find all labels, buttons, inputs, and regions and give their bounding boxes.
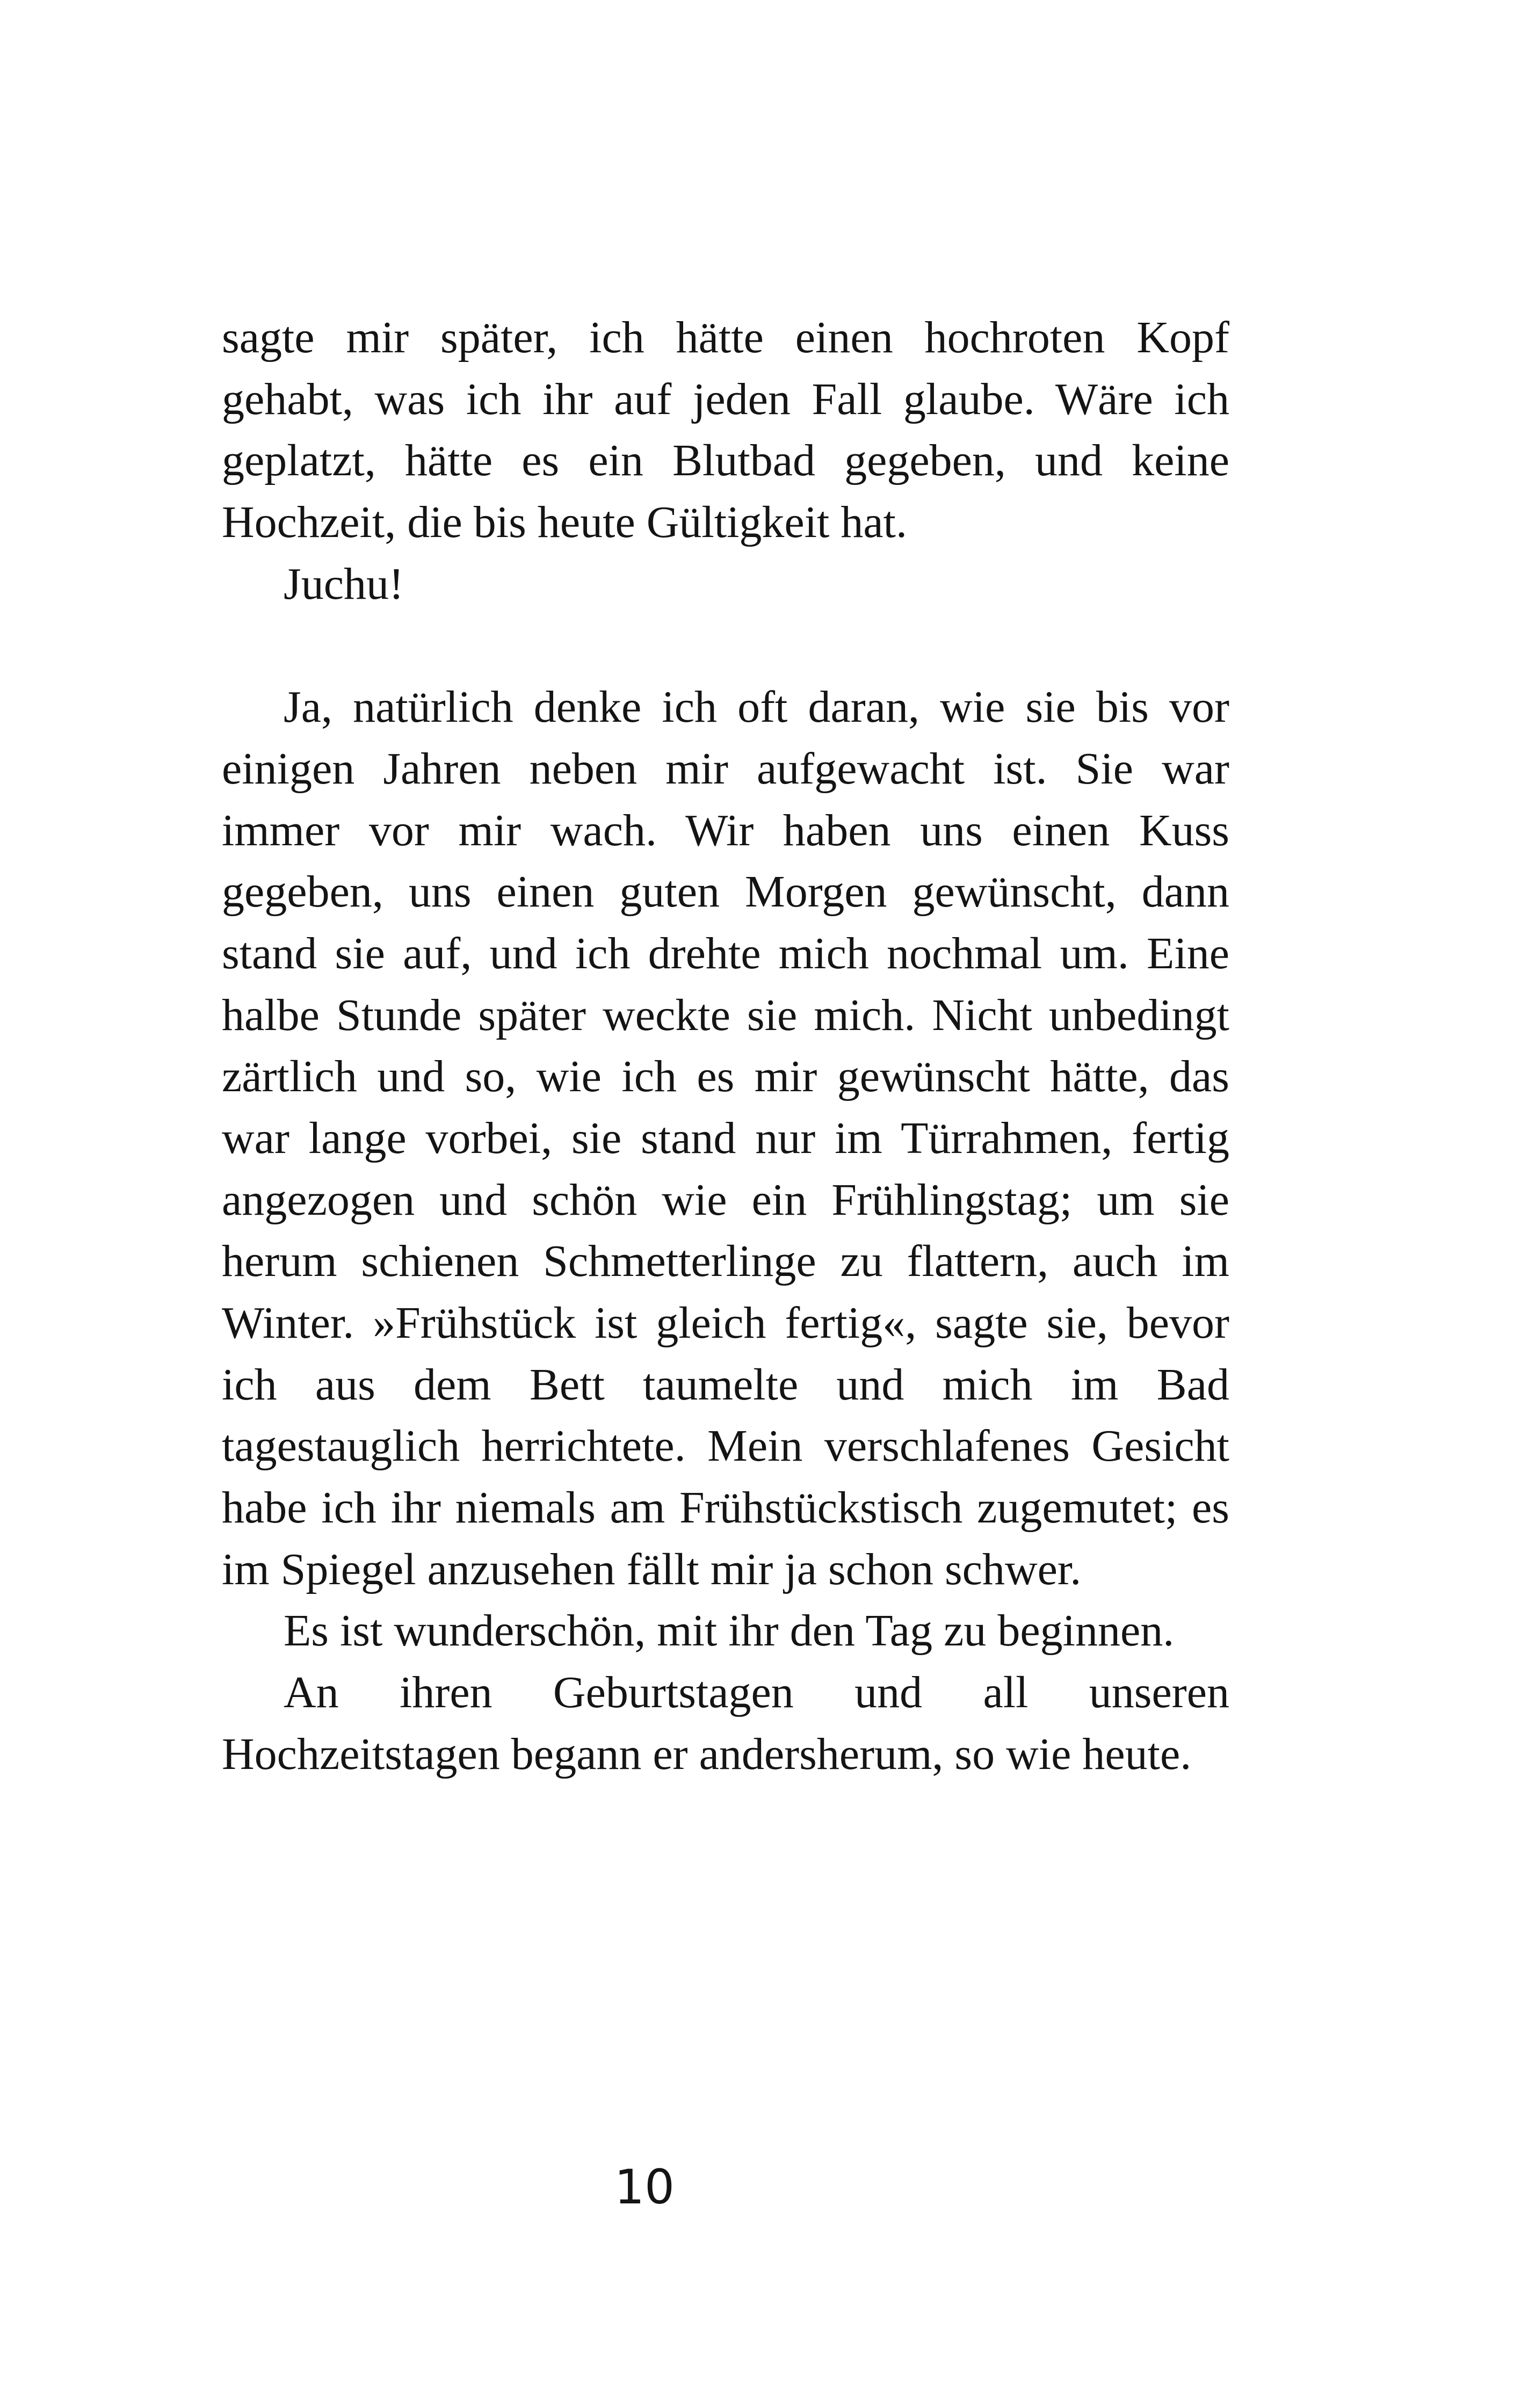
text-line: einigen Jahren neben mir aufgewacht ist. Sie war xyxy=(222,743,1229,794)
text-line: sagte mir später, ich hätte einen hochroten Kopf xyxy=(222,313,1229,362)
text-line: Winter. »Frühstück ist gleich fertig«, sagte sie, bevor xyxy=(222,1298,1229,1348)
text-line: stand sie auf, und ich drehte mich nochmal um. Eine xyxy=(222,928,1229,978)
text-line: Hochzeitstagen begann er andersherum, so wie heute. xyxy=(222,1729,1192,1779)
text-line: Ja, natürlich denke ich oft daran, wie sie bis vor xyxy=(284,682,1229,732)
text-line: Juchu! xyxy=(284,559,404,609)
text-line: war lange vorbei, sie stand nur im Türrahmen, fertig xyxy=(222,1113,1229,1163)
body-text xyxy=(222,307,1229,1786)
text-line: An ihren Geburtstagen und all unseren xyxy=(284,1667,1229,1718)
text-line: zärtlich und so, wie ich es mir gewünscht hätte, das xyxy=(222,1051,1229,1102)
text-line: im Spiegel anzusehen fällt mir ja schon schwer. xyxy=(222,1544,1082,1594)
text-line: halbe Stunde später weckte sie mich. Nicht unbedingt xyxy=(222,990,1229,1040)
page-number: 10 xyxy=(614,2159,675,2215)
text-line: tagestauglich herrichtete. Mein verschlafenes Gesicht xyxy=(222,1421,1229,1471)
text-line: habe ich ihr niemals am Frühstückstisch zugemutet; es xyxy=(222,1483,1229,1533)
text-line: Es ist wunderschön, mit ihr den Tag zu beginnen. xyxy=(284,1606,1175,1656)
blank-line xyxy=(222,615,1229,677)
text-line: geplatzt, hätte es ein Blutbad gegeben, und keine xyxy=(222,436,1229,486)
text-line: ich aus dem Bett taumelte und mich im Bad xyxy=(222,1359,1229,1410)
text-line: gegeben, uns einen guten Morgen gewünscht, dann xyxy=(222,867,1229,917)
text-line: Hochzeit, die bis heute Gültigkeit hat. xyxy=(222,497,907,548)
text-line: gehabt, was ich ihr auf jeden Fall glaube. Wäre ich xyxy=(222,374,1229,424)
text-line: herum schienen Schmetterlinge zu flattern, auch im xyxy=(222,1236,1229,1287)
text-line: immer vor mir wach. Wir haben uns einen Kuss xyxy=(222,805,1229,855)
text-line: angezogen und schön wie ein Frühlingstag; um sie xyxy=(222,1174,1229,1225)
